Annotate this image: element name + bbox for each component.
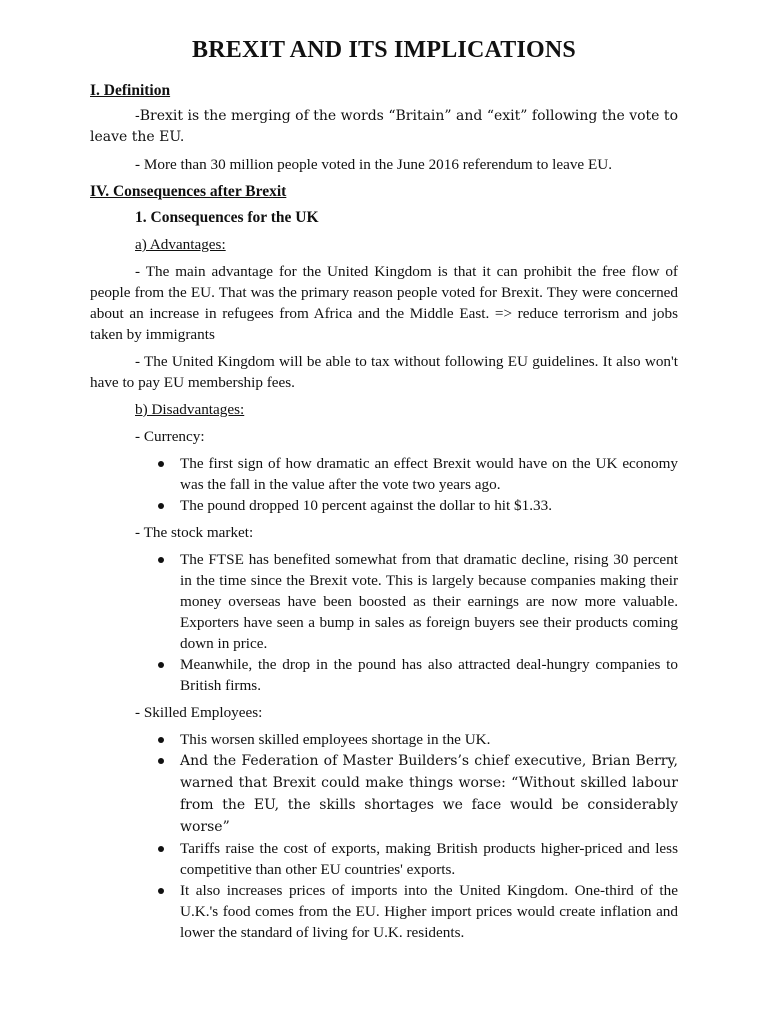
definition-paragraph: - More than 30 million people voted in the June 2016 referendum to leave EU. — [135, 156, 613, 173]
bullet-icon — [158, 888, 164, 894]
subsection-heading-uk: 1. Consequences for the UK — [135, 209, 319, 226]
list-item — [180, 880, 678, 943]
skilled-employees-list — [90, 729, 678, 943]
list-item-text: Meanwhile, the drop in the pound has also attracted deal-hungry companies to British firms. — [180, 656, 678, 694]
list-item — [180, 495, 678, 516]
bullet-icon — [158, 461, 164, 467]
list-item-text: And the Federation of Master Builders’s chief executive, Brian Berry, warned that Brexit could make things worse: “Without skilled labour from the EU, the skills shortages we face would be considerably worse” — [180, 753, 678, 835]
section-heading-consequences: IV. Consequences after Brexit — [90, 183, 287, 200]
bullet-icon — [158, 557, 164, 563]
advantages-label: a) Advantages: — [135, 236, 226, 253]
disadvantages-label: b) Disadvantages: — [135, 401, 245, 418]
skilled-employees-label: - Skilled Employees: — [135, 704, 263, 721]
list-item-text: The pound dropped 10 percent against the dollar to hit $1.33. — [180, 497, 553, 514]
list-item-text: It also increases prices of imports into the United Kingdom. One-third of the U.K.'s food comes from the EU. Higher import prices would create inflation and lower the standard of living for U.K. residents. — [180, 882, 678, 941]
list-item-text: Tariffs raise the cost of exports, making British products higher-priced and less competitive than other EU countries' exports. — [180, 840, 678, 878]
bullet-icon — [158, 846, 164, 852]
bullet-icon — [158, 662, 164, 668]
list-item — [180, 729, 678, 750]
stock-market-label: - The stock market: — [135, 524, 254, 541]
list-item — [180, 453, 678, 495]
advantages-paragraph: - The United Kingdom will be able to tax without following EU guidelines. It also won't have to pay EU membership fees. — [90, 353, 678, 391]
definition-paragraph: -Brexit is the merging of the words “Britain” and “exit” following the vote to leave the EU. — [90, 108, 678, 145]
bullet-icon — [158, 737, 164, 743]
list-item-text: The FTSE has benefited somewhat from that dramatic decline, rising 30 percent in the time since the Brexit vote. This is largely because companies making their money overseas have been boosted as their earnings are now more valuable. Exporters have seen a bump in sales as foreign buyers see their products coming down in price. — [180, 551, 678, 652]
list-item — [180, 750, 678, 838]
list-item — [180, 549, 678, 654]
document-title: BREXIT AND ITS IMPLICATIONS — [192, 37, 576, 63]
stock-market-list — [90, 549, 678, 696]
section-heading-definition: I. Definition — [90, 82, 171, 99]
list-item-text: The first sign of how dramatic an effect Brexit would have on the UK economy was the fall in the value after the vote two years ago. — [180, 455, 678, 493]
advantages-paragraph: - The main advantage for the United Kingdom is that it can prohibit the free flow of people from the EU. That was the primary reason people voted for Brexit. They were concerned about an increase in refugees from Africa and the Middle East. => reduce terrorism and jobs taken by immigrants — [90, 263, 678, 343]
bullet-icon — [158, 503, 164, 509]
list-item-text: This worsen skilled employees shortage in the UK. — [180, 731, 491, 748]
currency-label: - Currency: — [135, 428, 205, 445]
list-item — [180, 654, 678, 696]
bullet-icon — [158, 758, 164, 764]
currency-list — [90, 453, 678, 516]
list-item — [180, 838, 678, 880]
